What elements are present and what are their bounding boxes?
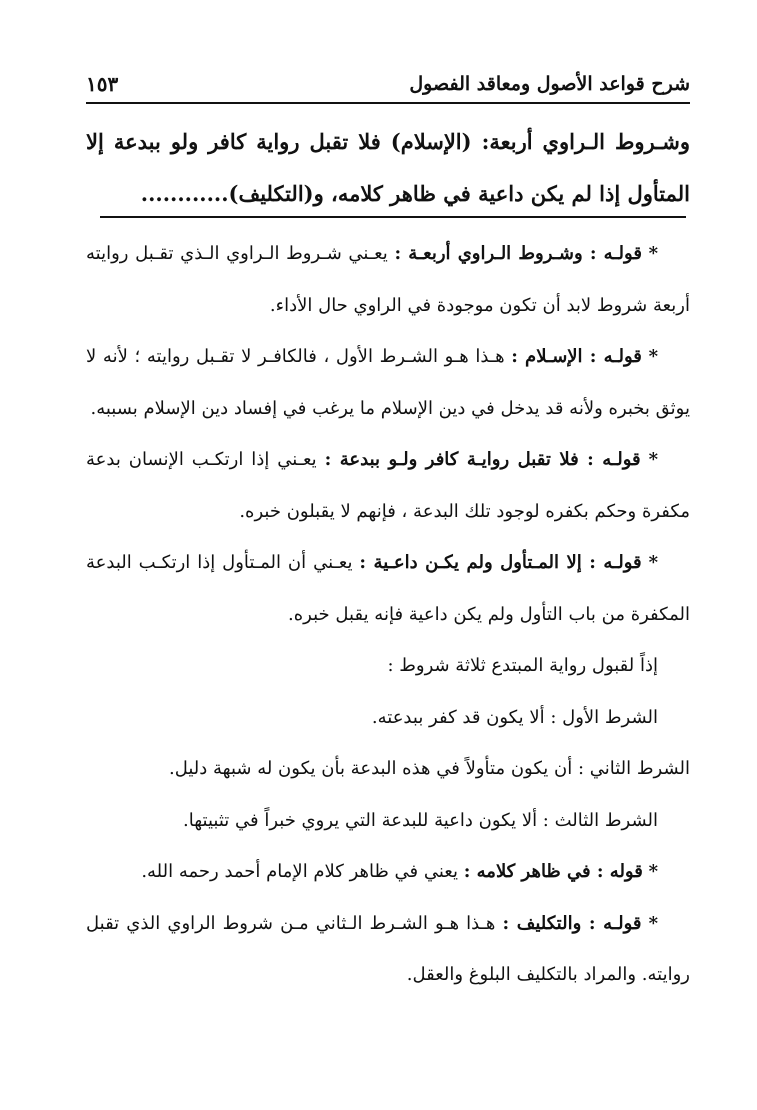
star-marker: * (648, 912, 658, 934)
separator-line (100, 216, 686, 218)
paragraph-text: الشرط الثاني : أن يكون متأولاً في هذه البدعة بأن يكون له شبهة دليل. (169, 758, 690, 779)
paragraph-lead: قولـه : وشـروط الـراوي أربعـة : (394, 243, 642, 264)
paragraph-text: هـذا هـو الشـرط الـثاني مـن شروط الراوي الذي تقبل روايته. والمراد بالتكليف البلوغ والعقل. (86, 912, 690, 985)
paragraph-text: إذاً لقبول رواية المبتدع ثلاثة شروط : (387, 655, 658, 676)
paragraph-lead: قولـه : والتكليف : (502, 912, 642, 934)
commentary-paragraph (86, 846, 690, 898)
commentary-paragraph (86, 331, 690, 434)
condition-item (86, 692, 690, 744)
commentary-paragraph (86, 898, 690, 1001)
book-title: شرح قواعد الأصول ومعاقد الفصول (409, 73, 690, 95)
conditions-intro (86, 640, 690, 692)
paragraph-text: يعـني شـروط الـراوي الـذي تقـبل روايته أربعة شروط لابد أن تكون موجودة في الراوي حال الأداء. (86, 243, 690, 316)
commentary (86, 228, 690, 1001)
commentary-paragraph (86, 228, 690, 331)
paragraph-lead: قوله : في ظاهر كلامه : (463, 861, 643, 882)
paragraph-text: الشرط الثالث : ألا يكون داعية للبدعة التي يروي خبراً في تثبيتها. (183, 809, 658, 831)
paragraph-text: يعني في ظاهر كلام الإمام أحمد رحمه الله. (141, 861, 464, 882)
commentary-paragraph (86, 537, 690, 640)
condition-item (86, 743, 690, 795)
commentary-paragraph (86, 434, 690, 537)
paragraph-lead: قولـه : فلا تقبل روايـة كافر ولـو ببدعة : (324, 449, 641, 470)
star-marker: * (648, 346, 658, 367)
star-marker: * (648, 449, 658, 470)
matn-body: وشـروط الـراوي أربعة: (الإسلام) فلا تقبل رواية كافر ولو ببدعة إلا المتأول إذا لم يكن داعية في ظاهر كلامه، و(التكليف) (86, 129, 690, 206)
page-number: ١٥٣ (86, 72, 119, 96)
paragraph-text: يعـني إذا ارتكـب الإنسان بدعة مكفرة وحكم بكفره لوجود تلك البدعة ، فإنهم لا يقبلون خبره. (86, 449, 690, 522)
paragraph-text: يعـني أن المـتأول إذا ارتكـب البدعة المكفرة من باب التأول ولم يكن داعية فإنه يقبل خبره. (86, 552, 690, 625)
paragraph-text: هـذا هـو الشـرط الأول ، فالكافـر لا تقـبل روايته ؛ لأنه لا يوثق بخبره ولأنه قد يدخل في دين الإسلام ما يرغب في إفساد دين الإسلام بسببه. (86, 346, 690, 419)
star-marker: * (648, 861, 658, 882)
matn-dots: ............ (140, 181, 229, 206)
condition-item (86, 795, 690, 847)
paragraph-lead: قولـه : الإسـلام : (511, 346, 642, 367)
paragraph-text: الشرط الأول : ألا يكون قد كفر ببدعته. (371, 706, 658, 728)
star-marker: * (648, 552, 659, 573)
running-header (86, 66, 690, 104)
star-marker: * (648, 243, 658, 264)
matn-text (86, 116, 690, 220)
paragraph-lead: قولـه : إلا المـتأول ولم يكـن داعـية : (359, 552, 642, 573)
